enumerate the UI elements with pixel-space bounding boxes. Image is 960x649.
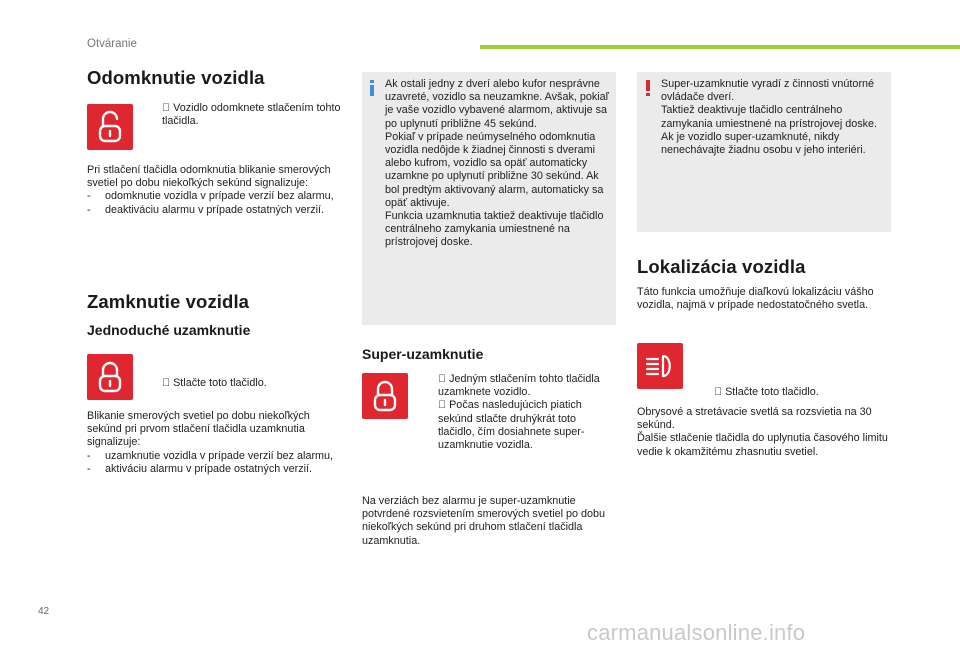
padlock-closed-icon xyxy=(87,354,133,400)
unlock-paragraph xyxy=(87,164,337,217)
locate-bullet xyxy=(696,386,904,399)
section-accent-bar xyxy=(480,45,960,49)
info-marker xyxy=(370,80,374,96)
padlock-closed-icon xyxy=(362,373,408,419)
info-text: Ak ostali jedny z dverí alebo kufor nesprávne uzavreté, vozidlo sa neuzamkne. Avšak, pokiaľ je vaše vozidlo vybavené alarmom, aktivuje sa po uplynutí približne 45 sekúnd. Pokiaľ v prípade neúmyselného odomknutia vozidla nedôjde k žiadnej činnosti s dverami alebo kufrom, vozidlo sa opäť automaticky uzamkne po uplynutí približne 30 sekúnd. Ak bol predtým aktivovaný alarm, automaticky sa opäť aktivuje. Funkcia uzamknutia taktiež deaktivuje tlačidlo centrálneho zamykania umiestnené na prístrojovej doske. xyxy=(385,78,609,249)
locate-bullet-text: Stlačte toto tlačidlo. xyxy=(725,385,819,398)
super-lock-bullets xyxy=(420,373,610,452)
unlock-list-item: - deaktiváciu alarmu v prípade ostatných verzií. xyxy=(87,203,325,216)
unlock-list-item: - odomknutie vozidla v prípade verzií bez alarmu, xyxy=(87,190,334,203)
unlock-intro: Pri stlačení tlačidla odomknutia blikanie smerových svetiel po dobu niekoľkých sekúnd signalizuje: xyxy=(87,164,331,190)
unlock-bullet-text: Vozidlo odomknete stlačením tohto tlačidla. xyxy=(162,102,341,128)
lock-button-icon xyxy=(87,354,133,400)
super-lock-title: Super-uzamknutie xyxy=(362,346,484,362)
simple-lock-list-item: - uzamknutie vozidla v prípade verzií bez alarmu, xyxy=(87,449,334,462)
locate-title: Lokalizácia vozidla xyxy=(637,256,806,277)
unlock-bullet xyxy=(144,102,352,128)
simple-lock-bullet-text: Stlačte toto tlačidlo. xyxy=(173,377,267,390)
simple-lock-bullet xyxy=(144,377,352,390)
super-lock-button-icon xyxy=(362,373,408,419)
padlock-open-icon xyxy=(87,104,133,150)
lock-title: Zamknutie vozidla xyxy=(87,291,250,312)
page-number: 42 xyxy=(38,606,50,617)
simple-lock-paragraph xyxy=(87,410,343,476)
unlock-title: Odomknutie vozidla xyxy=(87,67,265,88)
warning-text: Super-uzamknutie vyradí z činnosti vnútorné ovládače dverí. Taktiež deaktivuje tlačidlo centrálneho zamykania umiestnené na prístrojovej doske. Ak je vozidlo super-uzamknuté, nikdy nenechávajte žiadnu osobu v jeho interiéri. xyxy=(661,78,878,157)
watermark: carmanualsonline.info xyxy=(587,620,806,645)
warning-box xyxy=(637,72,891,232)
headlight-icon xyxy=(637,343,683,389)
simple-lock-intro: Blikanie smerových svetiel po dobu niekoľkých sekúnd pri prvom stlačení tlačidla uzamknutia signalizuje: xyxy=(87,410,310,449)
super-lock-bullet: Jedným stlačením tohto tlačidla uzamknete vozidlo. xyxy=(438,373,600,399)
unlock-button-icon xyxy=(87,104,133,150)
locate-paragraph: Táto funkcia umožňuje diaľkovú lokalizáciu vášho vozidla, najmä v prípade nedostatočného svetla. xyxy=(637,286,874,312)
super-lock-paragraph: Na verziách bez alarmu je super-uzamknutie potvrdené rozsvietením smerových svetiel po dobu niekoľkých sekúnd pri druhom stlačení tlačidla uzamknutia. xyxy=(362,495,606,547)
locate-paragraph-2: Obrysové a stretávacie svetlá sa rozsvietia na 30 sekúnd. Ďalšie stlačenie tlačidla do uplynutia časového limitu vedie k okamžitému zhasnutiu svetiel. xyxy=(637,406,888,458)
locate-button-icon xyxy=(637,343,683,389)
section-label: Otváranie xyxy=(87,38,137,50)
info-box xyxy=(362,72,616,325)
simple-lock-title: Jednoduché uzamknutie xyxy=(87,322,251,338)
super-lock-bullet: Počas nasledujúcich piatich sekúnd stlačte druhýkrát toto tlačidlo, čím dosiahnete super-uzamknutie vozidla. xyxy=(438,399,585,452)
simple-lock-list-item: - aktiváciu alarmu v prípade ostatných verzií. xyxy=(87,462,313,475)
warning-marker xyxy=(646,80,650,96)
